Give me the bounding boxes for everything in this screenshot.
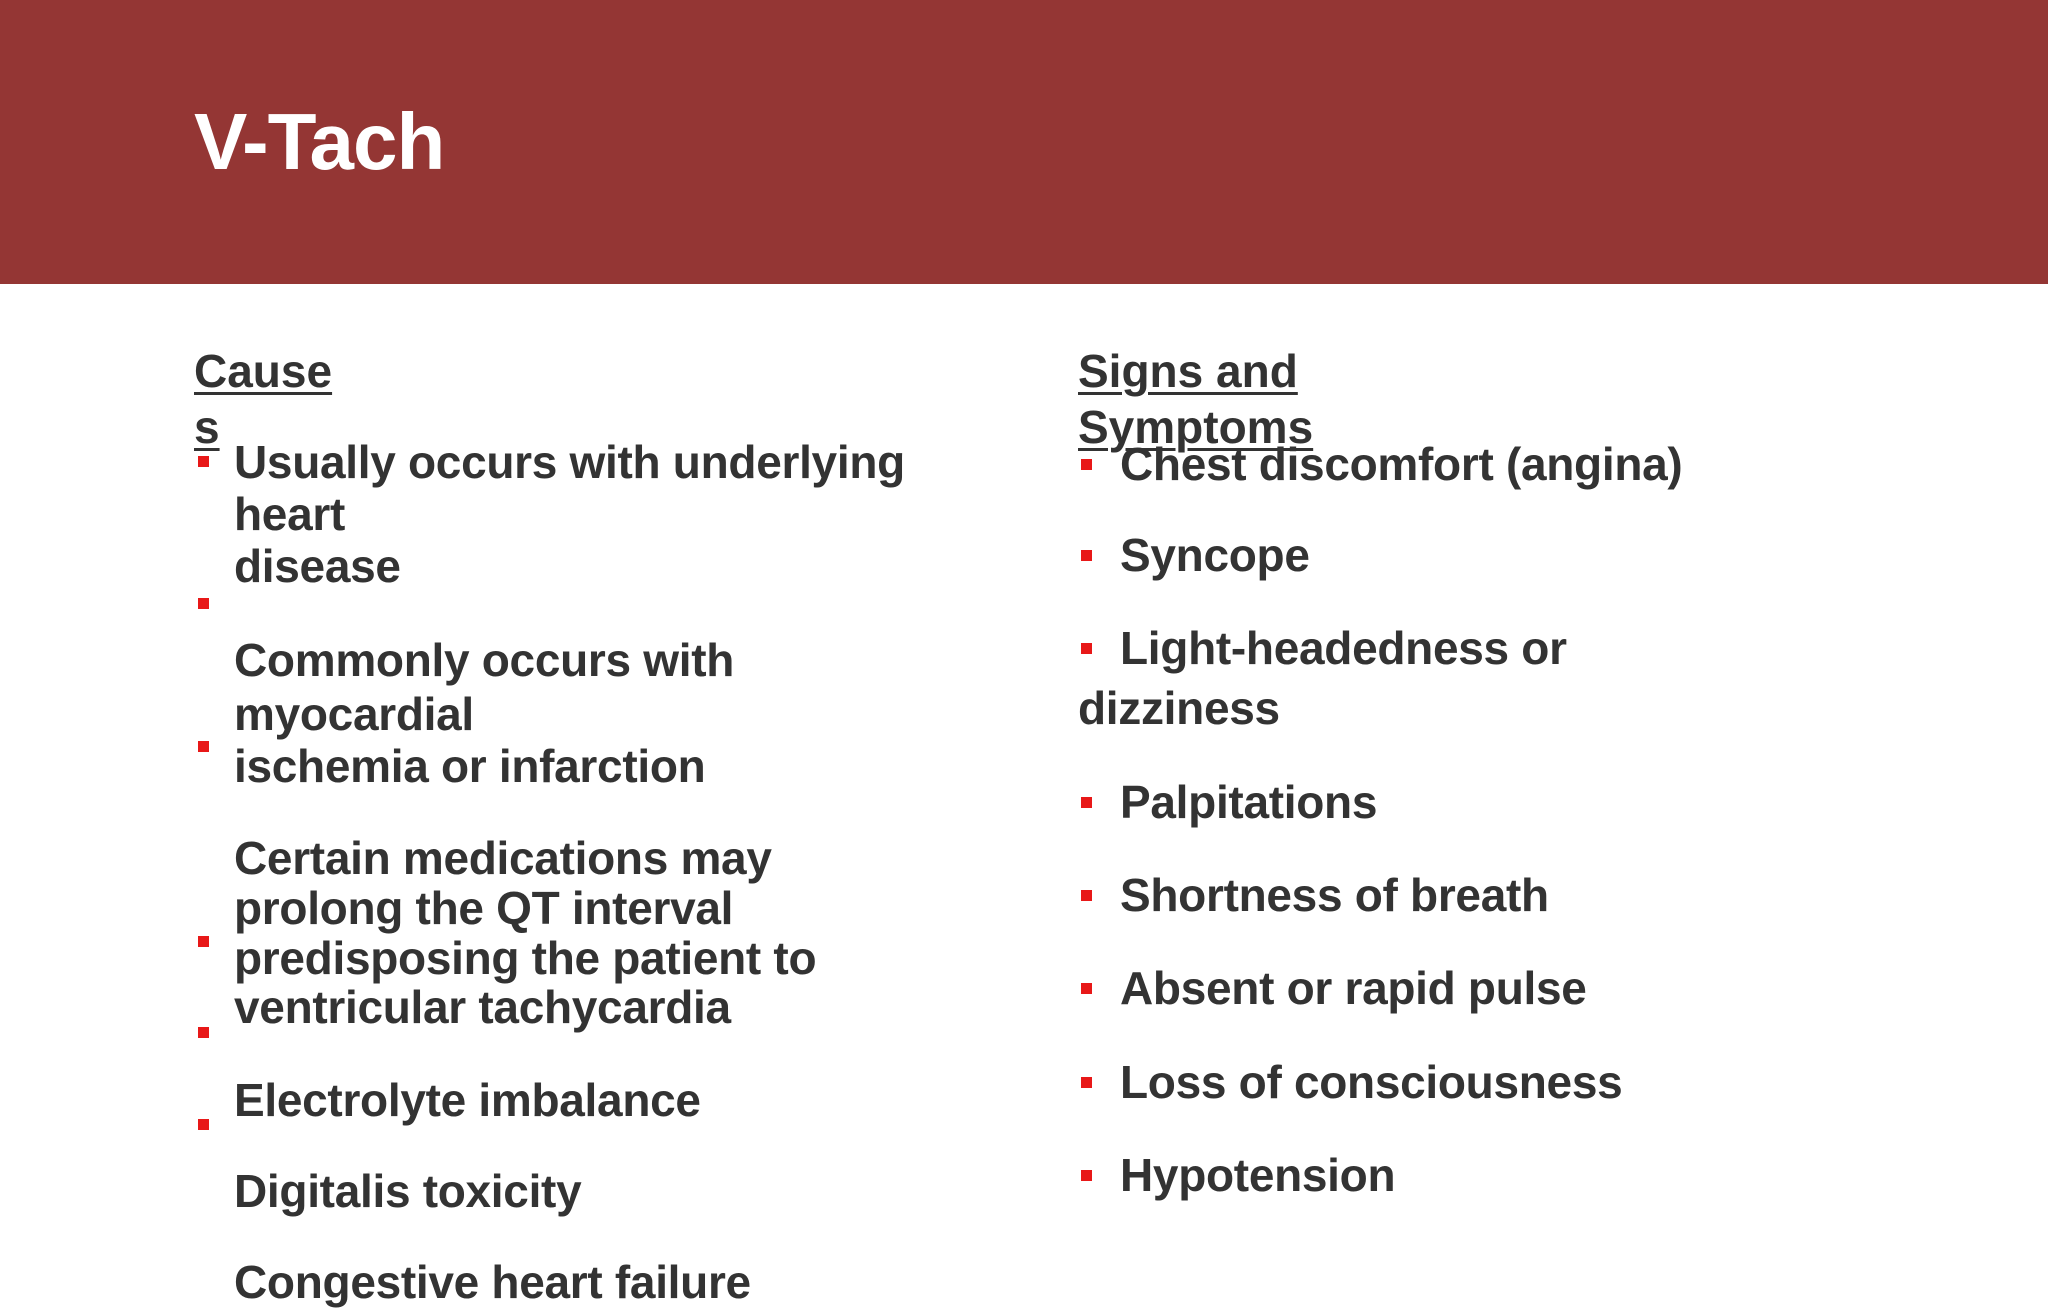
causes-heading: Causes (194, 345, 333, 453)
signs-item: Absent or rapid pulse (1120, 962, 1587, 1014)
slide-title: V-Tach (194, 97, 445, 186)
causes-line: Commonly occurs with (234, 634, 735, 686)
signs-item: Chest discomfort (angina) (1120, 438, 1683, 490)
signs-bullet (1081, 1077, 1092, 1088)
signs-bullet (1081, 983, 1092, 994)
causes-line: prolong the QT interval (234, 882, 734, 934)
signs-item: Shortness of breath (1120, 869, 1549, 921)
causes-line: predisposing the patient to (234, 932, 817, 984)
signs-item: Light-headedness or (1120, 622, 1567, 674)
causes-line: Usually occurs with underlying (234, 436, 905, 488)
causes-line: Congestive heart failure (234, 1256, 751, 1308)
causes-line: Electrolyte imbalance (234, 1074, 701, 1126)
causes-line: heart (234, 488, 345, 540)
signs-bullet (1081, 550, 1092, 561)
signs-bullet (1081, 459, 1092, 470)
signs-item: Loss of consciousness (1120, 1056, 1623, 1108)
causes-bullet (198, 936, 209, 947)
causes-bullet (198, 741, 209, 752)
causes-bullet (198, 456, 209, 467)
causes-bullet (198, 1027, 209, 1038)
causes-line: Certain medications may (234, 832, 772, 884)
signs-item-continuation: dizziness (1078, 682, 1280, 734)
causes-bullet (198, 1119, 209, 1130)
signs-heading: Signs and Symptoms (1078, 345, 1314, 453)
signs-item: Hypotension (1120, 1149, 1396, 1201)
signs-bullet (1081, 890, 1092, 901)
causes-line: ischemia or infarction (234, 740, 706, 792)
causes-line: ventricular tachycardia (234, 981, 731, 1033)
signs-bullet (1081, 797, 1092, 808)
signs-bullet (1081, 643, 1092, 654)
causes-line: Digitalis toxicity (234, 1165, 582, 1217)
signs-item: Syncope (1120, 529, 1310, 581)
signs-bullet (1081, 1170, 1092, 1181)
causes-bullet (198, 598, 209, 609)
causes-line: myocardial (234, 688, 474, 740)
signs-item: Palpitations (1120, 776, 1378, 828)
causes-line: disease (234, 540, 401, 592)
